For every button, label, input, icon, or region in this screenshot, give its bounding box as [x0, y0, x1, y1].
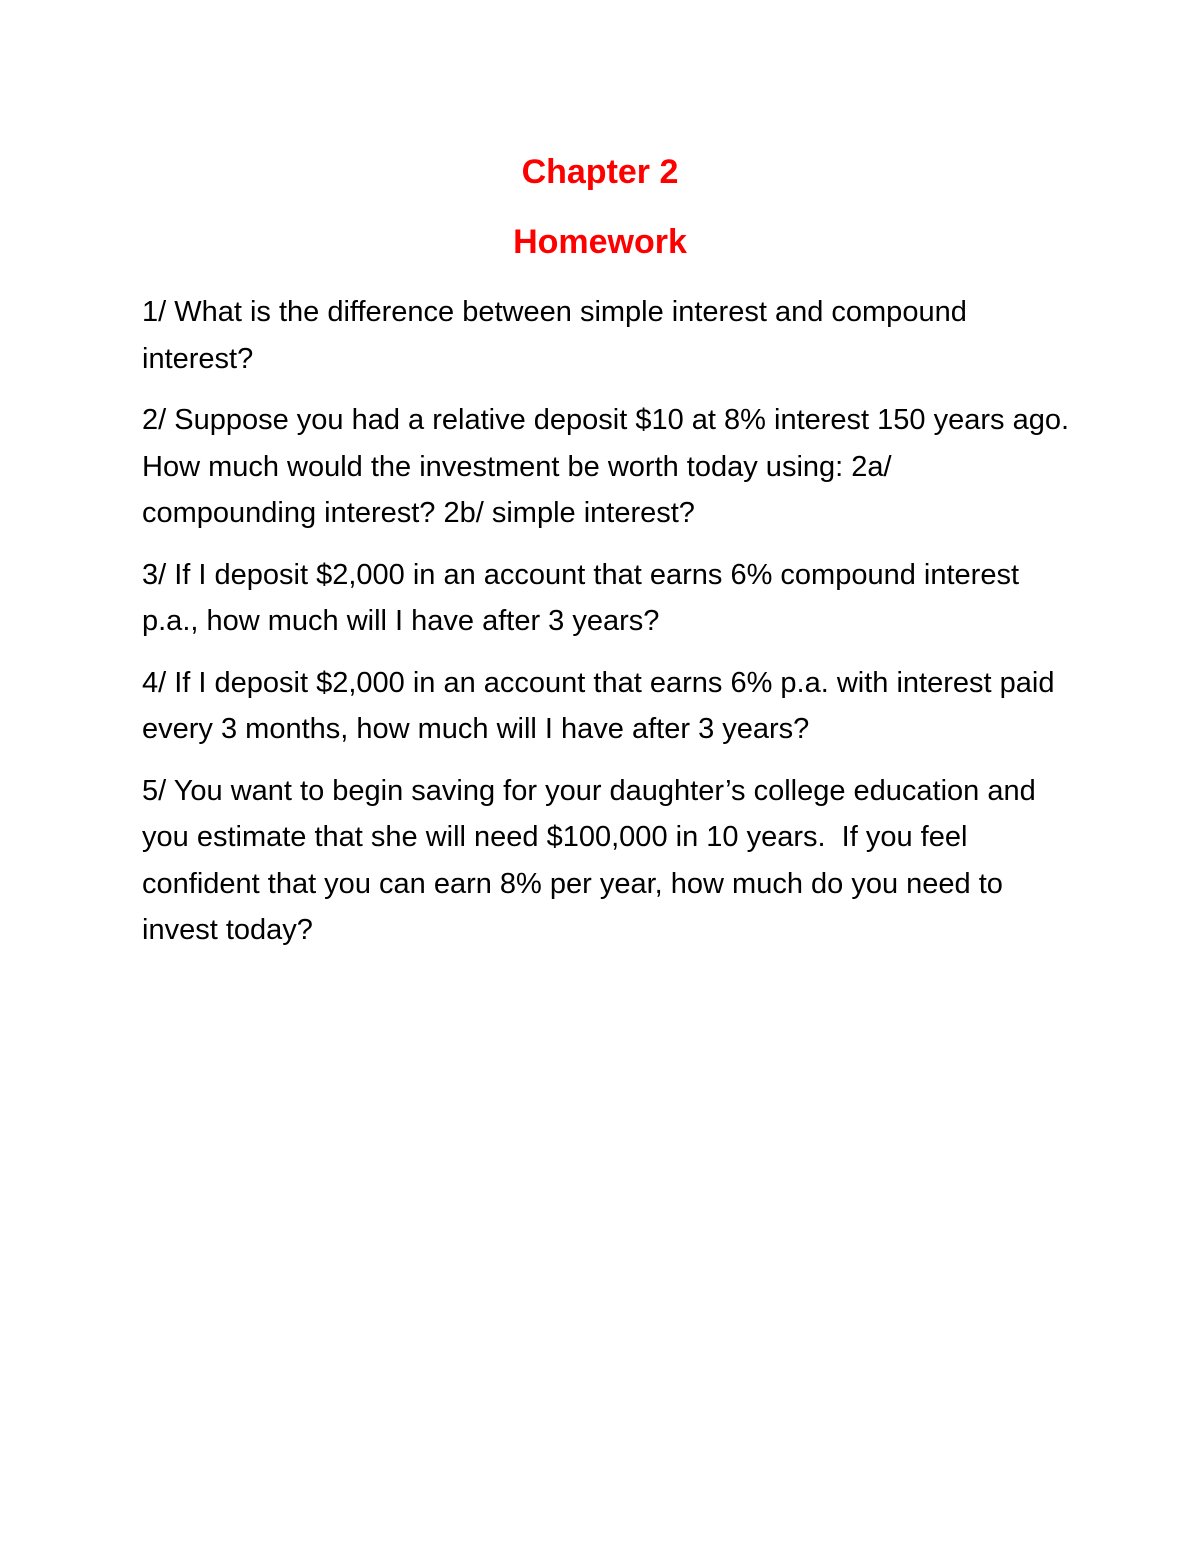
question-1: 1/ What is the difference between simple interest and compound interest? [142, 296, 975, 375]
question-3: 3/ If I deposit $2,000 in an account that earns 6% compound interest p.a., how much will I have after 3 years? [142, 558, 1028, 637]
question-5: 5/ You want to begin saving for your daughter’s college education and you estimate that she will need $100,000 in 10 years. If you feel confident that you can earn 8% per year, how much do you need to invest today? [142, 774, 1044, 946]
question-2: 2/ Suppose you had a relative deposit $10 at 8% interest 150 years ago. How much would the investment be worth today using: 2a/ compounding interest? 2b/ simple interest? [142, 404, 1078, 529]
chapter-title: Chapter 2 [521, 153, 679, 191]
homework-subtitle: Homework [513, 223, 687, 261]
question-4: 4/ If I deposit $2,000 in an account that earns 6% p.a. with interest paid every 3 months, how much will I have after 3 years? [142, 666, 1063, 745]
questions-list [142, 289, 1078, 969]
